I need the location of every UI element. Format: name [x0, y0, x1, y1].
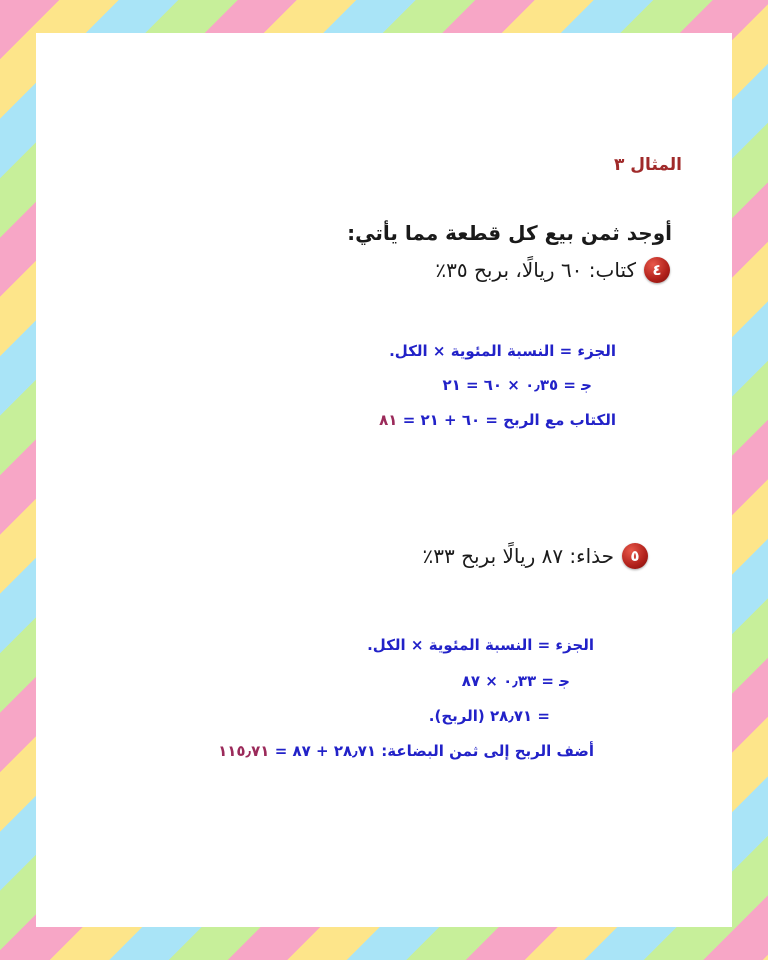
problem-5-badge: ٥ [622, 543, 648, 569]
instruction-text: أوجد ثمن بيع كل قطعة مما يأتي: [347, 221, 672, 245]
worksheet-card [36, 33, 732, 927]
problem-5-result: ١١٥٫٧١ [218, 742, 270, 760]
problem-4-line-3-row [379, 411, 616, 429]
problem-4-badge: ٤ [644, 257, 670, 283]
example-title: المثال ٣ [614, 155, 682, 175]
problem-5-line-4-row [218, 742, 594, 760]
problem-5-line-1: الجزء = النسبة المئوية × الكل. [367, 636, 594, 654]
problem-5-statement: حذاء: ٨٧ ريالًا بربح ٣٣٪ [422, 544, 614, 568]
problem-5-statement-row [422, 543, 648, 569]
problem-5-line-2: ﺟ = ٠٫٣٣ × ٨٧ [461, 672, 570, 690]
problem-4-result: ٨١ [379, 411, 398, 429]
problem-4-line-2: ﺟ = ٠٫٣٥ × ٦٠ = ٢١ [442, 376, 592, 394]
problem-5-line-3: = ٢٨٫٧١ (الربح). [428, 707, 550, 725]
problem-4-line-1: الجزء = النسبة المئوية × الكل. [389, 342, 616, 360]
problem-4-statement-row [435, 257, 670, 283]
problem-4-statement: كتاب: ٦٠ ريالًا، بربح ٣٥٪ [435, 258, 636, 282]
problem-5-line-4: أضف الربح إلى ثمن البضاعة: ٢٨٫٧١ + ٨٧ = [274, 742, 594, 760]
problem-4-line-3: الكتاب مع الربح = ٦٠ + ٢١ = [402, 411, 616, 429]
